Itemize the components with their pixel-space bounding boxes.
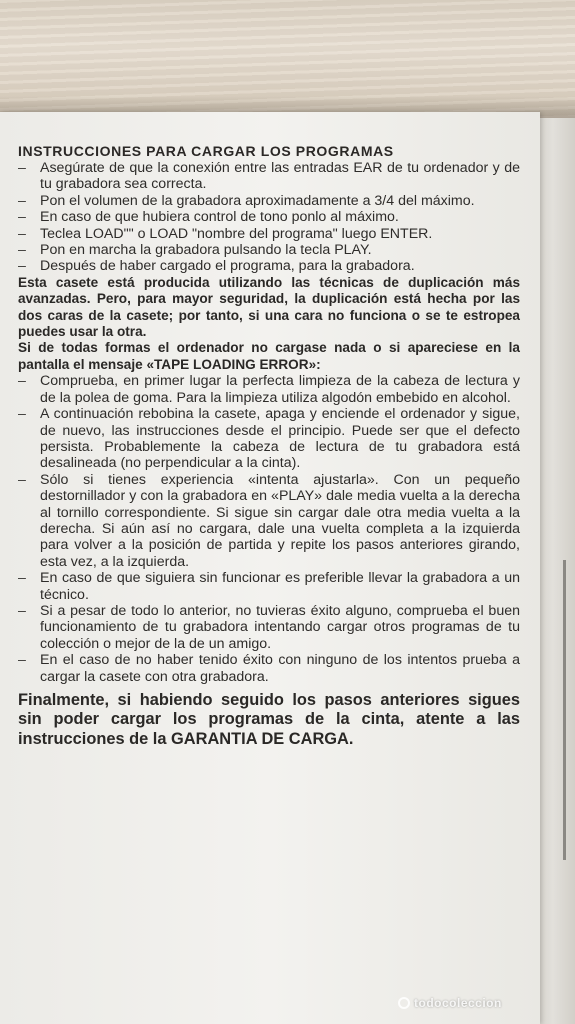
instructions-text	[18, 142, 520, 749]
list-dash: –	[18, 471, 26, 488]
troubleshooting-step	[18, 373, 520, 406]
loading-step	[18, 209, 520, 225]
list-item-text: Teclea LOAD"" o LOAD "nombre del programa" luego ENTER.	[40, 225, 433, 242]
watermark	[398, 996, 502, 1010]
list-item-text: Después de haber cargado el programa, para la grabadora.	[40, 258, 415, 275]
warranty-note: Finalmente, si habiendo seguido los pasos anteriores sigues sin poder cargar los programas de la cinta, atente a las instrucciones de la GARANTIA DE CARGA.	[18, 691, 520, 748]
list-item-text: Pon el volumen de la grabadora aproximadamente a 3/4 del máximo.	[40, 192, 475, 209]
list-dash: –	[18, 209, 26, 226]
list-dash: –	[18, 602, 26, 619]
loading-step	[18, 258, 520, 274]
loading-step	[18, 226, 520, 242]
loading-error-intro: Si de todas formas el ordenador no cargase nada o si apareciese en la pantalla el mensaje «TAPE LOADING ERROR»:	[18, 340, 520, 372]
list-item-text: A continuación rebobina la casete, apaga y enciende el ordenador y sigue, de nuevo, las instrucciones desde el principio. Puede ser que el defecto persista. Probablemente la cabeza de lectura de tu grabadora está desalineada (no perpendicular a la cinta).	[40, 406, 520, 472]
loading-steps-list	[18, 160, 520, 275]
watermark-logo-icon	[398, 997, 410, 1009]
troubleshooting-step	[18, 570, 520, 603]
list-item-text: Si a pesar de todo lo anterior, no tuvieras éxito alguno, comprueba el buen funcionamiento de tu grabadora intentando cargar otros programas de tu colección o mejor de la de un amigo.	[40, 602, 520, 652]
list-item-text: Asegúrate de que la conexión entre las entradas EAR de tu ordenador y de tu grabadora sea correcta.	[40, 160, 520, 193]
list-dash: –	[18, 160, 26, 176]
troubleshooting-step	[18, 406, 520, 472]
loading-step	[18, 160, 520, 193]
instructions-heading: INSTRUCCIONES PARA CARGAR LOS PROGRAMAS	[18, 143, 394, 159]
list-dash: –	[18, 373, 26, 390]
list-dash: –	[18, 652, 26, 669]
list-dash: –	[18, 192, 26, 209]
list-dash: –	[18, 225, 26, 242]
list-dash: –	[18, 406, 26, 423]
list-dash: –	[18, 570, 26, 587]
duplication-note: Esta casete está producida utilizando las técnicas de duplicación más avanzadas. Pero, para mayor seguridad, la duplicación está hecha por las dos caras de la casete; por tanto, si una cara no funciona o se te estropea puedes usar la otra.	[18, 274, 520, 340]
troubleshooting-step	[18, 652, 520, 685]
list-dash: –	[18, 242, 26, 259]
list-item-text: Sólo si tienes experiencia «intenta ajustarla». Con un pequeño destornillador y con la grabadora en «PLAY» dale media vuelta a la derecha al tornillo correspondiente. Si sigue sin cargar dale otra media vuelta a la derecha. Si aún así no cargara, dale una vuelta completa a la izquierda para volver a la posición de partida y repite los pasos anteriores girando, esta vez, a la izquierda.	[40, 471, 520, 570]
troubleshooting-step	[18, 472, 520, 570]
troubleshooting-list	[18, 373, 520, 685]
troubleshooting-step	[18, 603, 520, 652]
list-item-text: En caso de que hubiera control de tono ponlo al máximo.	[40, 209, 399, 226]
list-item-text: En caso de que siguiera sin funcionar es preferible llevar la grabadora a un técnico.	[40, 570, 520, 603]
cassette-case-edge	[538, 118, 575, 1024]
case-spine-line	[563, 560, 566, 860]
list-item-text: En el caso de no haber tenido éxito con ninguno de los intentos prueba a cargar la casete con otra grabadora.	[40, 652, 520, 685]
loading-step	[18, 193, 520, 209]
watermark-text: todocoleccion	[414, 996, 502, 1010]
loading-step	[18, 242, 520, 258]
list-dash: –	[18, 258, 26, 275]
list-item-text: Comprueba, en primer lugar la perfecta limpieza de la cabeza de lectura y de la polea de goma. Para la limpieza utiliza algodón embebido en alcohol.	[40, 373, 520, 406]
list-item-text: Pon en marcha la grabadora pulsando la tecla PLAY.	[40, 242, 372, 259]
